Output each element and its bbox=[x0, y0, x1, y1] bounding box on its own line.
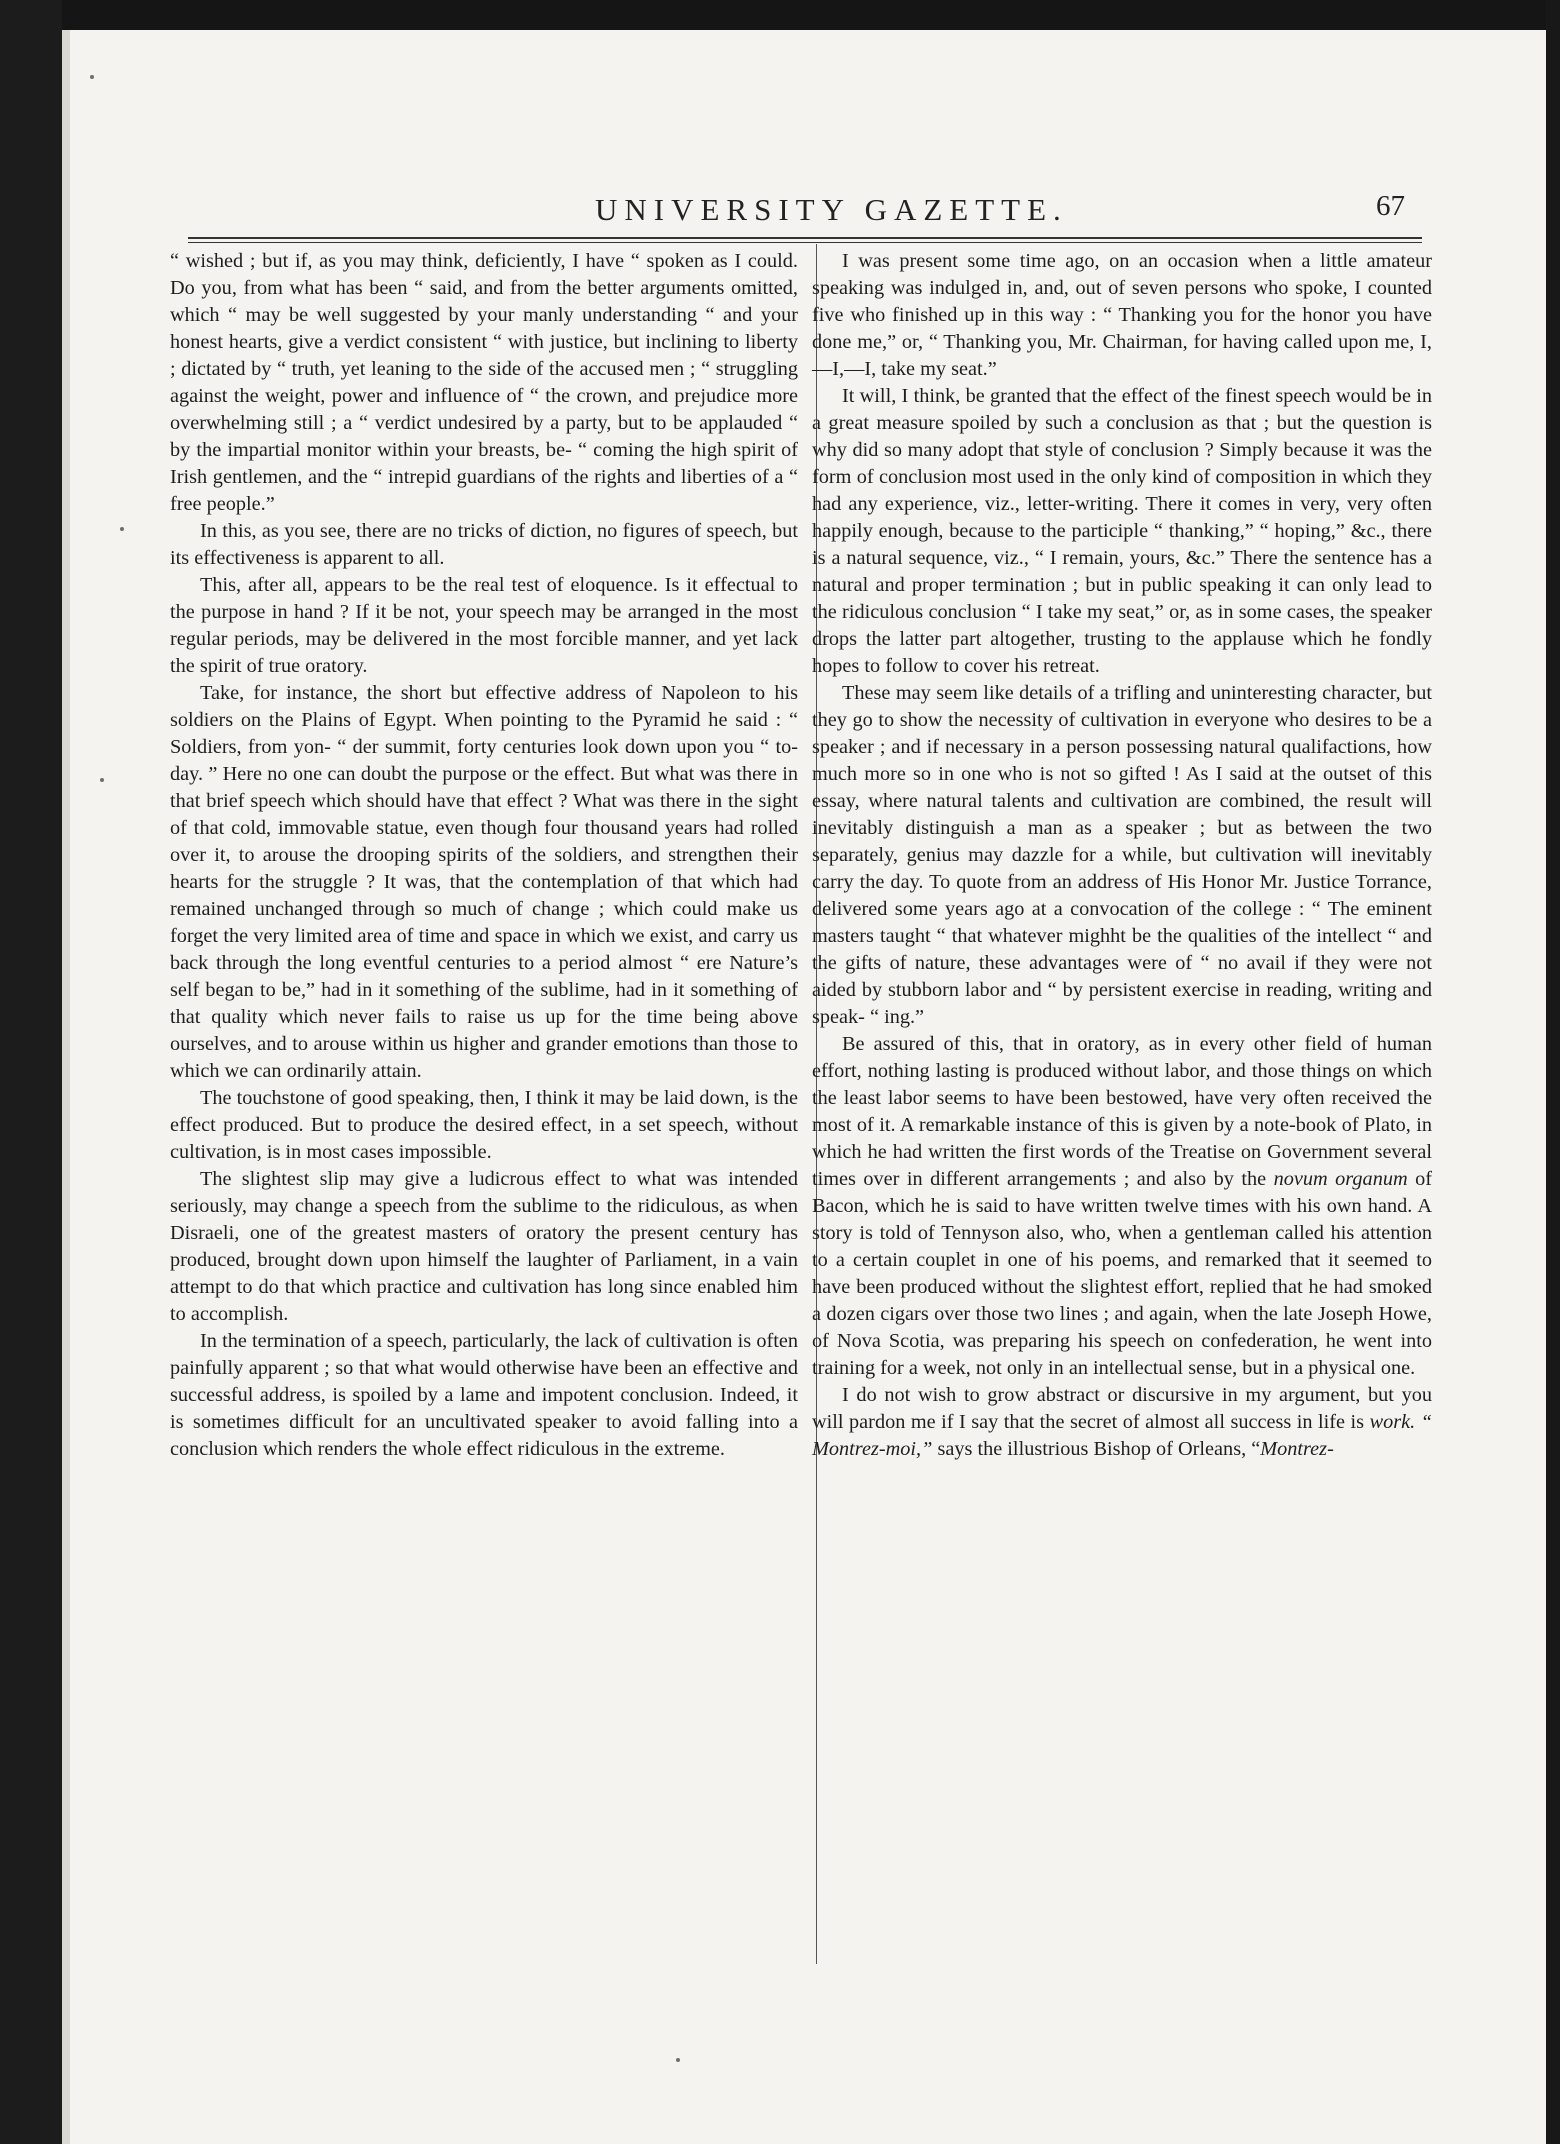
text-run: Be assured of this, that in oratory, as in every other field of human effort, nothing lasting is produced without labor, and those things on which the least labor seems to have been bestowed, have very often received the most of it. A remarkable instance of this is given by a note-book of Plato, in which he had written the first words of the Treatise on Government several times over in different arrangements ; and also by the bbox=[812, 1033, 1432, 1190]
paragraph bbox=[812, 1031, 1432, 1382]
paragraph: It will, I think, be granted that the effect of the finest speech would be in a great measure spoiled by such a conclusion as that ; but the question is why did so many adopt that style of conclusion ? Simply because it was the form of conclusion most used in the only kind of composition in which they had any experience, viz., letter-writing. There it comes in very, very often happily enough, because to the participle “ thanking,” “ hoping,” &c., there is a natural sequence, viz., “ I remain, yours, &c.” There the sentence has a natural and proper termination ; but in public speaking it can only lead to the ridiculous conclusion “ I take my seat,” or, as in some cases, the speaker drops the latter part altogether, trusting to the applause which he fondly hopes to follow to cover his retreat. bbox=[812, 385, 1432, 677]
paragraph: In this, as you see, there are no tricks of diction, no figures of speech, but its effectiveness is apparent to all. bbox=[170, 520, 798, 569]
scan-speck bbox=[100, 778, 104, 782]
text-run: I do not wish to grow abstract or discursive in my argument, but you will pardon me if I say that the secret of almost all success in life is bbox=[812, 1384, 1432, 1433]
text-run: of Bacon, which he is said to have written twelve times with his own hand. A story is told of Tennyson also, who, when a gentleman called his attention to a certain couplet in one of his poems, and remarked that it seemed to have been produced without the slightest effort, replied that he had smoked a dozen cigars over those two lines ; and again, when the late Joseph Howe, of Nova Scotia, was preparing his speech on confederation, he went into training for a week, not only in an intellectual sense, but in a physical one. bbox=[812, 1168, 1432, 1379]
scan-speck bbox=[90, 75, 94, 79]
scan-speck bbox=[120, 527, 124, 531]
italic-text: Montrez- bbox=[1260, 1438, 1334, 1460]
text-run: says the illustrious Bishop of Orleans, “ bbox=[937, 1438, 1261, 1460]
paragraph bbox=[812, 1382, 1432, 1463]
header-rule-thin bbox=[188, 242, 1422, 243]
italic-text: work. bbox=[1369, 1411, 1416, 1433]
paragraph: Take, for instance, the short but effective address of Napoleon to his soldiers on the Plains of Egypt. When pointing to the Pyramid he said : “ Soldiers, from yon- “ der summit, forty centuries look down upon you “ to-day. ” Here no one can doubt the purpose or the effect. But what was there in that brief speech which should have that effect ? What was there in the sight of that cold, immovable statue, even though four thousand years had rolled over it, to arouse the drooping spirits of the soldiers, and strengthen their hearts for the struggle ? It was, that the contemplation of that which had remained unchanged through so much of change ; which could make us forget the very limited area of time and space in which we exist, and carry us back through the long eventful centuries to a period almost “ ere Nature’s self began to be,” had in it something of the sublime, had in it something of that quality which never fails to raise us up for the time being above ourselves, and to arouse within us higher and grander emotions than those to which we can ordinarily attain. bbox=[170, 682, 798, 1082]
paragraph: These may seem like details of a trifling and uninteresting character, but they go to show the necessity of cultivation in everyone who desires to be a speaker ; and if necessary in a person possessing natural qualifactions, how much more so in one who is not so gifted ! As I said at the outset of this essay, where natural talents and cultivation are combined, the result will inevitably distinguish a man as a speaker ; but as between the two separately, genius may dazzle for a while, but cultivation will inevitably carry the day. To quote from an address of His Honor Mr. Justice Torrance, delivered some years ago at a convocation of the college : “ The eminent masters taught “ that whatever mighht be the qualities of the intellect “ and the gifts of nature, these advantages were of “ no avail if they were not aided by stubborn labor and “ by persistent exercise in reading, writing and speak- “ ing.” bbox=[812, 682, 1432, 1028]
header-rule-thick bbox=[188, 237, 1422, 239]
left-column bbox=[170, 248, 798, 1463]
paragraph: “ wished ; but if, as you may think, deficiently, I have “ spoken as I could. Do you, from what has been “ said, and from the better arguments omitted, which “ may be well suggested by your manly understanding “ and your honest hearts, give a verdict consistent “ with justice, but inclining to liberty ; dictated by “ truth, yet leaning to the side of the accused men ; “ struggling against the weight, power and influence of “ the crown, and prejudice more overwhelming still ; a “ verdict undesired by a party, but to be applauded “ by the impartial monitor within your breasts, be- “ coming the high spirit of Irish gentlemen, and the “ intrepid guardians of the rights and liberties of a “ free people.” bbox=[170, 250, 798, 515]
scan-speck bbox=[676, 2058, 680, 2062]
italic-text: novum organum bbox=[1273, 1168, 1408, 1190]
scan-border-left bbox=[0, 0, 62, 2144]
page-number: 67 bbox=[1376, 190, 1405, 222]
paragraph: I was present some time ago, on an occasion when a little amateur speaking was indulged in, and, out of seven persons who spoke, I counted five who finished up in this way : “ Thanking you for the honor you have done me,” or, “ Thanking you, Mr. Chairman, for having called upon me, I,—I,—I, take my seat.” bbox=[812, 250, 1432, 380]
scan-border-top bbox=[0, 0, 1560, 30]
paragraph: The touchstone of good speaking, then, I think it may be laid down, is the effect produced. But to produce the desired effect, in a set speech, without cultivation, is in most cases impossible. bbox=[170, 1087, 798, 1163]
paragraph: In the termination of a speech, particularly, the lack of cultivation is often painfully apparent ; so that what would otherwise have been an effective and successful address, is spoiled by a lame and impotent conclusion. Indeed, it is sometimes difficult for an uncultivated speaker to avoid falling into a conclusion which renders the whole effect ridiculous in the extreme. bbox=[170, 1330, 798, 1460]
page-binding-edge bbox=[62, 30, 70, 2144]
scan-border-right bbox=[1546, 0, 1560, 2144]
paragraph: This, after all, appears to be the real test of eloquence. Is it effectual to the purpose in hand ? If it be not, your speech may be arranged in the most regular periods, may be delivered in the most forcible manner, and yet lack the spirit of true oratory. bbox=[170, 574, 798, 677]
running-title: UNIVERSITY GAZETTE. bbox=[595, 192, 1068, 227]
right-column bbox=[812, 248, 1432, 1463]
paragraph: The slightest slip may give a ludicrous effect to what was intended seriously, may change a speech from the sublime to the ridiculous, as when Disraeli, one of the greatest masters of oratory the present century has produced, brought down upon himself the laughter of Parliament, in a vain attempt to do that which practice and cultivation has long since enabled him to accomplish. bbox=[170, 1168, 798, 1325]
italic-text: “ Montrez-moi,” bbox=[812, 1411, 1432, 1460]
